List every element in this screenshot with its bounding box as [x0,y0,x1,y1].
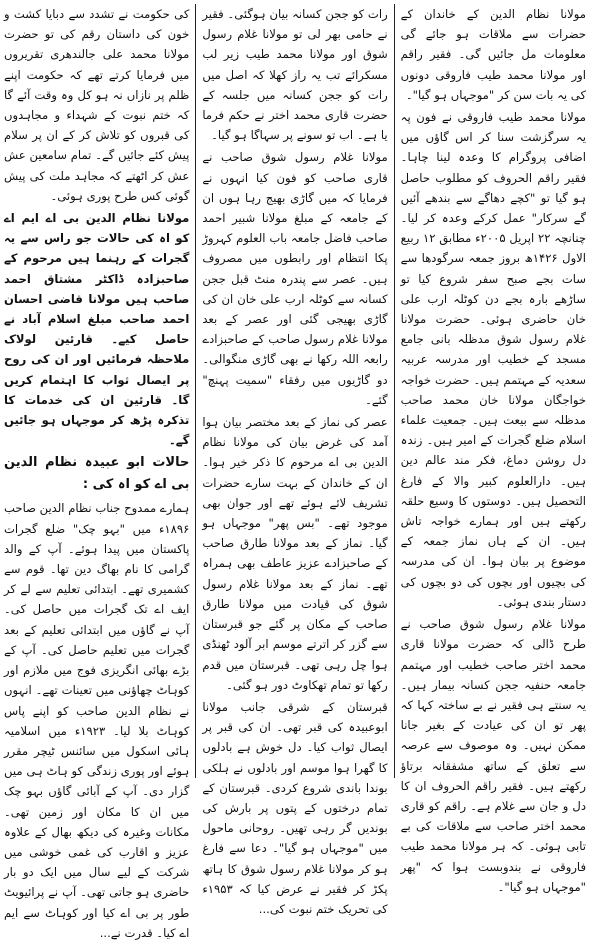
paragraph: قبرستان کے شرقی جانب مولانا ابوعبیدہ کی قبر تھی۔ ان کی قبر پر ایصال ثواب کیا۔ دل خوش ہے بادلوں کا گھرا ہوا موسم اور بادلوں نے ہلکی بوندا باندی شروع کردی۔ قبرستان کے تمام درختوں کے پتوں پر بارش کی بوندیں گر رہی تھیں۔ روحانی ماحول میں "موجہاں ہو گیا"۔ دعا سے فارغ ہو کر مولانا غلام رسول شوق کا ہاتھ پکڑ کر فقیر نے عرض کیا کہ ۱۹۵۳ء کی تحریک ختم نبوت کی... [202,699,388,916]
paragraph: مولانا نظام الدین کے خاندان کے حضرات سے ملاقات ہو جائے گی معلومات مل جائیں گی۔ فقیر راقم اور مولانا محمد طیب فاروقی دونوں کی یہ بات سن کر "موجہاں ہو گیا"۔ [400,7,586,102]
column-divider [394,4,395,778]
section-heading: حالات ابو عبیدہ نظام الدین بی اے کو اہ کی : [4,455,190,493]
column-right [400,4,586,894]
paragraph: عصر کی نماز کے بعد مختصر بیان ہوا آمد کی غرض بیان کی مولانا نظام الدین بی اے مرحوم کا ذکر خیر ہوا۔ ان کے خاندان کے بہت سارے حضرات تشریف لائے ہوئے تھے اور جوان بھی موجود تھے۔ "بس پھر" موجہاں ہو گیا۔ نماز کے بعد مولانا طارق صاحب کے صاحبزادے عزیز عاطف بھی ہمراہ تھے۔ نماز کے بعد مولانا غلام رسول شوق کی قیادت میں مولانا طارق صاحب کے مکان پر گئے جو قبرستان سے گزر کر اترتے موسم ابر آلود ٹھنڈی ہوا چل رہی تھی۔ قبرستان میں قدم رکھا تو تمام تھکاوٹ دور ہو گئی۔ [202,415,388,692]
paragraph: مولانا غلام رسول شوق صاحب نے طرح ڈالی کہ حضرت مولانا قاری محمد اختر صاحب خطیب اور مہتمم جامعہ حنفیہ ججن کسانہ بیمار ہیں۔ یہ سنتے ہی فقیر نے بے ساختہ کہا کہ پھر تو ان کی عیادت کے بغیر جانا ممکن نہیں۔ وہ موصوف سے عرصہ سے تعلق کے ساتھ مشفقانہ برتاؤ رکھتے ہیں۔ فقیر راقم الحروف ان کا دل و جان سے غلام ہے۔ راقم کو قاری محمد اختر صاحب سے ملاقات کی بے تابی ہوئی۔ کہ ہر مولانا محمد طیب فاروقی نے بندوبست ہوا کہ "پھر "موجہاں ہو گیا"۔ [400,617,586,894]
paragraph: کی حکومت نے تشدد سے دبایا کشت و خون کی داستان رقم کی تو حضرت مولانا محمد علی جالندھری تقریروں میں فرمایا کرتے تھے کہ حکومت اپنے ظلم پر نازاں نہ ہو کل وہ وقت آئے گا کہ ختم نبوت کے شہداء و مجاہدوں کی قبروں کو تلاش کر کے ان پر سلام پیش کئے جائیں گے۔ تمام سامعین عش عش کر اٹھتے کہ مجاہد ملت کی پیش گوئی کس طرح پوری ہوئی۔ [4,7,190,203]
column-left [4,4,190,940]
column-middle [202,4,388,916]
paragraph: ہمارے ممدوح جناب نظام الدین صاحب ۱۸۹۶ء میں "بہو چک" ضلع گجرات پاکستان میں پیدا ہوئے۔ آپ کے والد گرامی کا نام بھاگ دین تھا۔ قوم سے کشمیری تھے۔ ابتدائی تعلیم سے لے کر ایف اے تک گجرات میں حاصل کی۔ آپ نے گاؤں میں ابتدائی تعلیم کے بعد گجرات میں تعلیم حاصل کی۔ آپ کے بڑے بھائی انگریزی فوج میں ملازم اور کوہاٹ چھاؤنی میں تعینات تھے۔ انہوں نے نظام الدین صاحب کو اپنے پاس کوہاٹ بلا لیا۔ ۱۹۲۳ء میں اسلامیہ ہائی اسکول میں سائنس ٹیچر مقرر ہوئے اور پوری زندگی کو ہاٹ ہی میں گزار دی۔ آپ کے آبائی گاؤں بہو چک میں ان کا مکان اور زمین تھی۔ مکانات وغیرہ کی دیکھ بھال کے علاوہ عزیز و اقارب کی غمی خوشی میں شرکت کے لیے سال میں ایک دو بار حاضری ہو جاتی تھی۔ آپ نے پرائیویٹ طور پر بی اے کیا اور کوہاٹ سے ایم اے کیا۔ قدرت نے... [4,501,190,940]
paragraph: مولانا محمد طیب فاروقی نے فون پہ یہ سرگزشت سنا کر اس گاؤں میں اضافی پروگرام کا وعدہ لینا چاہا۔ فقیر راقم الحروف کو مطلوب حاصل ہو گیا تو "کچے دھاگے سے بندھے آئیں گے سرکار" عمل کرکے وعدہ کر لیا۔ چنانچہ ۲۲ اپریل ۲۰۰۵ء مطابق ۱۲ ربیع الاول ۱۴۲۶ھ بروز جمعہ سرگودھا سے سات بجے صبح سفر شروع کیا تو ساڑھے بارہ بجے دن کوٹلہ ارب علی خان حاضری ہوئی۔ حضرت مولانا غلام رسول شوق مدظلہ بانی جامع مسجد کے خطیب اور مدرسہ عربیہ سعدیہ کے مہتمم ہیں۔ حضرت خواجہ خواجگان مولانا خان محمد صاحب مدظلہ سے بیعت ہیں۔ جمعیت علماء اسلام ضلع گجرات کے امیر ہیں۔ زندہ دل روشن دماغ، فکر مند عالم دین ہیں۔ دارالعلوم کبیر والا کے فارغ التحصیل ہیں۔ دوستوں کا وسیع حلقہ رکھتے ہیں اور ہمارے خواجہ تاش ہیں۔ ان کے ہاں نماز جمعہ کے موضوع پر بیان ہوا۔ ان کی مدرسہ کی بچیوں اور بچوں کی دو بچوں کی دستار بندی ہوئی۔ [400,110,586,609]
paragraph: مولانا نظام الدین بی اے ایم اے کو اہ کی حالات جو راس سے یہ گجرات کے رہنما ہیں مرحوم کے صاحبزادہ ڈاکٹر مشتاق احمد صاحب ہیں مولانا قاضی احسان احمد صاحب مبلغ اسلام آباد نے حاصل کیے۔ قارئین لولاک ملاحظہ فرمائیں اور ان کی روح پر ایصال ثواب کا اہتمام کریں گا۔ قارئین ان کی خدمات کا تذکرہ پڑھ کر موجہاں ہو جائیں گے۔ [4,211,190,448]
paragraph: رات کو ججن کسانہ بیان ہوگئی۔ فقیر نے حامی بھر لی تو مولانا غلام رسول شوق اور مولانا محمد طیب زیر لب مسکرائے تب یہ راز کھلا کہ اصل میں رات کو ججن کسانہ میں جلسہ کے حضرت قاری محمد اختر نے حکم فرما یا ہے۔ اب تو سونے پر سہاگا ہو گیا۔ [202,7,388,143]
paragraph: مولانا غلام رسول شوق صاحب نے قاری صاحب کو فون کیا انہوں نے فرمایا کہ میں گاڑی بھیج رہا ہوں ان کے جامعہ کے مبلغ مولانا شبیر احمد صاحب فاضل جامعہ باب العلوم کہروڑ پکا انتظام اور رابطوں میں مصروف ہیں۔ عصر سے پندرہ منٹ قبل ججن کسانہ سے کوٹلہ ارب علی خان ان کی گاڑی بھیجی گئی اور عصر کے بعد مولانا غلام رسول صاحب کے صاحبزادے رابعہ اللہ رکھا نے بھی گاڑی منگوالی۔ دو گاڑیوں میں رفقاء "سمیت پہنچ" گئے۔ [202,150,388,407]
column-divider [195,4,196,778]
